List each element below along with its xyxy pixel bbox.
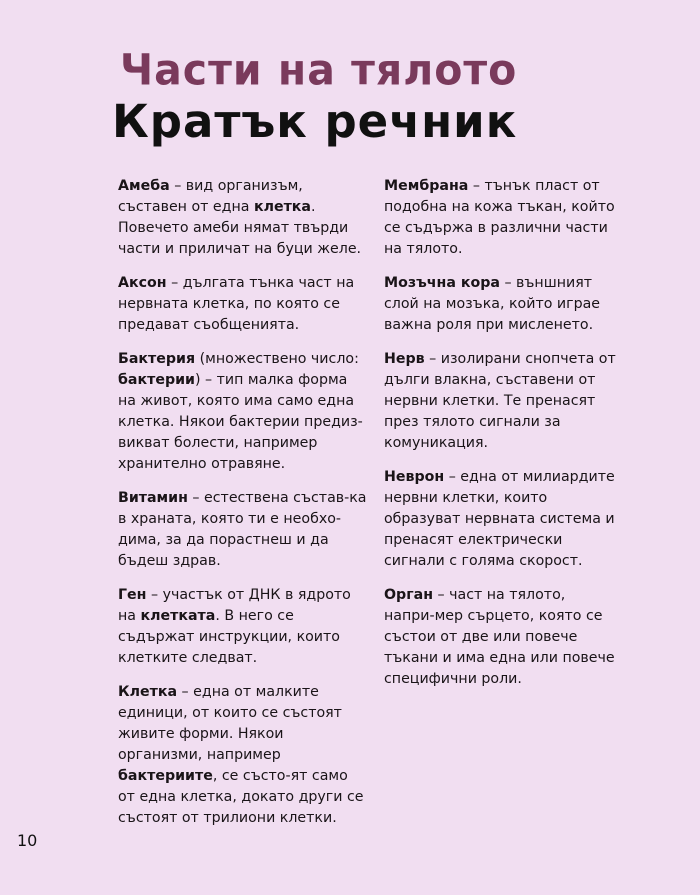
glossary-column-left bbox=[118, 176, 368, 842]
glossary-text: – дългата тънка част на нервната клетка, по която се предават съобщенията. bbox=[118, 275, 355, 333]
glossary-entry bbox=[118, 176, 368, 260]
glossary-term: клетката bbox=[140, 608, 216, 624]
glossary-entry bbox=[384, 273, 616, 336]
glossary-term: Амеба bbox=[118, 178, 170, 194]
glossary-term: клетка bbox=[253, 199, 312, 215]
glossary-term: Клетка bbox=[118, 684, 178, 700]
glossary-text: , се състо-ят само от една клетка, докато други се състоят от трилиони клетки. bbox=[118, 768, 364, 826]
glossary-text: (множествено число: bbox=[195, 351, 359, 367]
glossary-entry bbox=[118, 349, 368, 475]
glossary-entry bbox=[118, 488, 368, 572]
glossary-text: – външният слой на мозъка, който играе важна роля при мисленето. bbox=[384, 275, 601, 333]
glossary-entry bbox=[118, 273, 368, 336]
glossary-entry bbox=[118, 585, 368, 669]
glossary-term: бактерии bbox=[118, 372, 195, 388]
glossary-term: Аксон bbox=[118, 275, 167, 291]
glossary-text: – естествена състав-ка в храната, която ти е необхо-дима, за да порастнеш и да бъдеш здрав. bbox=[118, 490, 367, 569]
glossary-term: Витамин bbox=[118, 490, 188, 506]
glossary-term: Нерв bbox=[384, 351, 425, 367]
glossary-term: бактериите bbox=[118, 768, 213, 784]
page-title: Части на тялото bbox=[120, 44, 518, 96]
glossary-term: Мозъчна кора bbox=[384, 275, 500, 291]
glossary-text: – една от милиардите нервни клетки, които образуват нервната система и пренасят електрически сигнали с голяма скорост. bbox=[384, 469, 615, 569]
glossary-text: – вид организъм, съставен от една bbox=[118, 178, 303, 215]
page-number: 10 bbox=[17, 831, 38, 850]
glossary-entry bbox=[384, 349, 616, 454]
glossary-text: . В него се съдържат инструкции, които клетките следват. bbox=[118, 608, 340, 666]
glossary-term: Неврон bbox=[384, 469, 445, 485]
glossary-entry bbox=[118, 682, 368, 829]
glossary-text: ) – тип малка форма на живот, която има само една клетка. Някои бактерии предиз-викват болести, например хранително отравяне. bbox=[118, 372, 363, 472]
glossary-text: – участък от ДНК в ядрото на bbox=[118, 587, 351, 624]
glossary-column-right bbox=[384, 176, 616, 703]
glossary-entry bbox=[384, 585, 616, 690]
glossary-text: – изолирани снопчета от дълги влакна, съставени от нервни клетки. Те пренасят през тялото сигнали за комуникация. bbox=[384, 351, 616, 451]
glossary-text: – една от малките единици, от които се състоят живите форми. Някои организми, например bbox=[118, 684, 342, 763]
glossary-entry bbox=[384, 467, 616, 572]
glossary-term: Мембрана bbox=[384, 178, 469, 194]
page-subtitle: Кратък речник bbox=[112, 95, 518, 148]
glossary-text: – част на тялото, напри-мер сърцето, която се състои от две или повече тъкани и има една или повече специфични роли. bbox=[384, 587, 615, 687]
glossary-term: Ген bbox=[118, 587, 147, 603]
glossary-entry bbox=[384, 176, 616, 260]
glossary-text: – тънък пласт от подобна на кожа тъкан, който се съдържа в различни части на тялото. bbox=[384, 178, 615, 257]
glossary-term: Бактерия bbox=[118, 351, 196, 367]
glossary-term: Орган bbox=[384, 587, 434, 603]
glossary-text: . Повечето амеби нямат твърди части и приличат на буци желе. bbox=[118, 199, 362, 257]
